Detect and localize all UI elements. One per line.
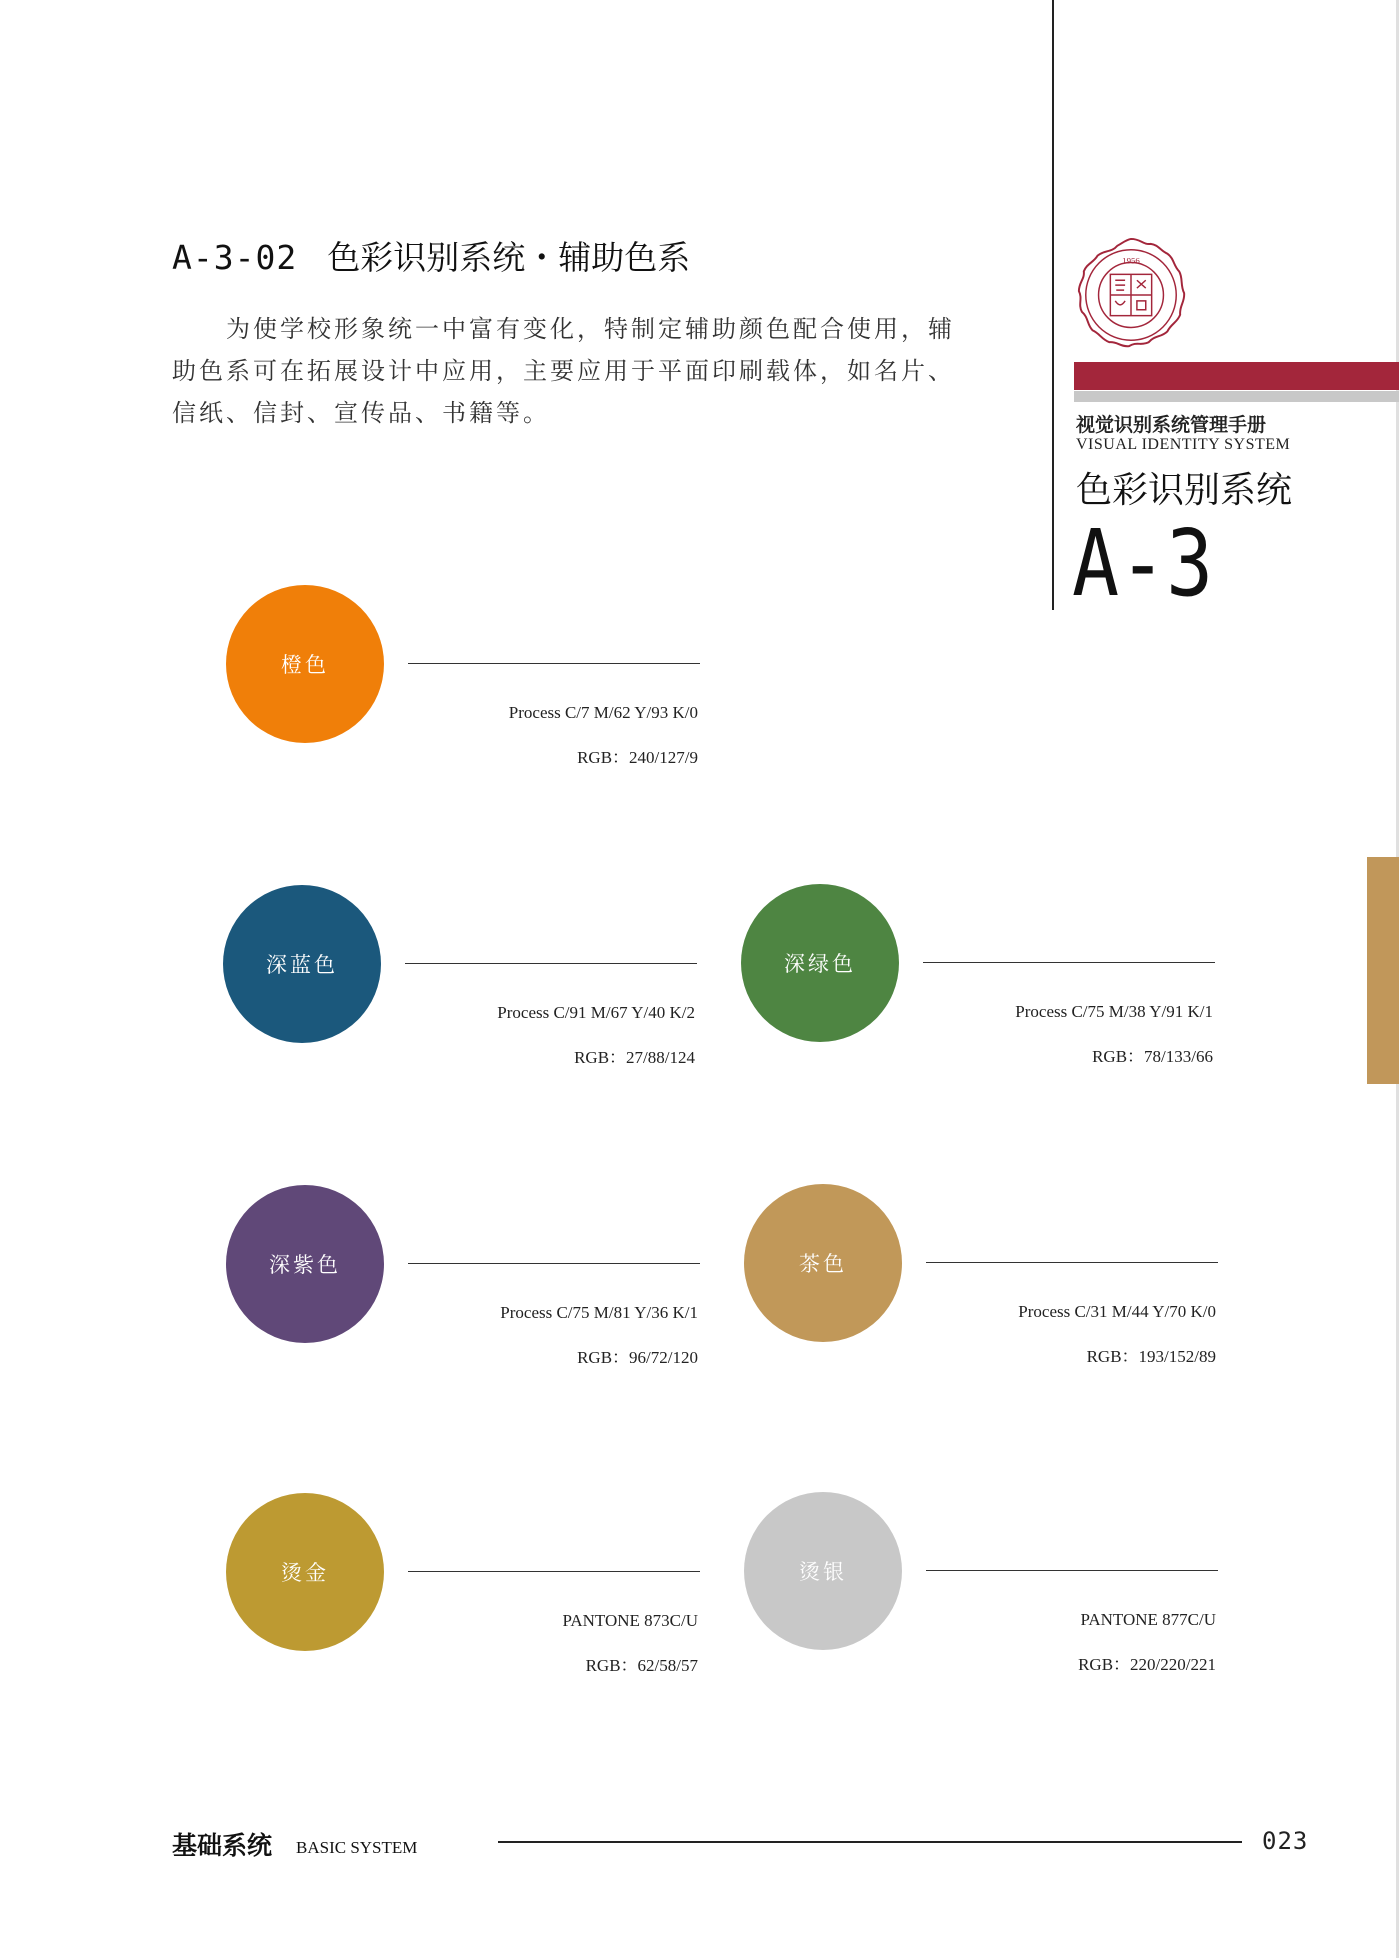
swatch-orange [226, 585, 698, 785]
leader-line [926, 1262, 1218, 1263]
side-tab-marker [1367, 857, 1399, 1084]
cmyk-value: Process C/7 M/62 Y/93 K/0 [508, 703, 698, 722]
color-name: 深紫色 [269, 1253, 341, 1277]
color-circle [741, 884, 899, 1042]
leader-line [408, 1571, 700, 1572]
swatch-hot-silver [744, 1492, 1216, 1692]
color-name: 深绿色 [784, 952, 856, 976]
intro-paragraph: 为使学校形象统一中富有变化，特制定辅助颜色配合使用，辅助色系可在拓展设计中应用，主要应用于平面印刷载体，如名片、信纸、信封、宣传品、书籍等。 [172, 315, 955, 427]
color-circle [226, 1185, 384, 1343]
manual-title-en: VISUAL IDENTITY SYSTEM [1076, 436, 1291, 453]
swatch-dark-blue [223, 885, 695, 1085]
university-seal-logo [1072, 236, 1190, 354]
leader-line [408, 663, 700, 664]
footer-section-en: BASIC SYSTEM [296, 1838, 418, 1857]
swatch-tea [744, 1184, 1216, 1384]
cmyk-value: Process C/91 M/67 Y/40 K/2 [497, 1003, 695, 1022]
page-number: 023 [1262, 1827, 1309, 1855]
leader-line [405, 963, 697, 964]
rgb-value: RGB：220/220/221 [1078, 1655, 1216, 1674]
rgb-value: RGB：193/152/89 [1086, 1347, 1216, 1366]
color-circle [226, 1493, 384, 1651]
color-circle [744, 1492, 902, 1650]
leader-line [926, 1570, 1218, 1571]
pantone-value: PANTONE 877C/U [1080, 1610, 1216, 1629]
color-name: 深蓝色 [266, 953, 338, 977]
cmyk-value: Process C/31 M/44 Y/70 K/0 [1018, 1302, 1216, 1321]
page-title [172, 232, 690, 279]
svg-text:1956: 1956 [1122, 255, 1140, 266]
rgb-value: RGB：240/127/9 [577, 748, 698, 767]
pantone-value: PANTONE 873C/U [562, 1611, 698, 1630]
rgb-value: RGB：27/88/124 [574, 1048, 695, 1067]
section-code: A-3 [1072, 510, 1214, 617]
rgb-value: RGB：78/133/66 [1092, 1047, 1213, 1066]
color-name: 烫金 [281, 1561, 329, 1585]
cmyk-value: Process C/75 M/81 Y/36 K/1 [500, 1303, 698, 1322]
swatch-dark-purple [226, 1185, 698, 1385]
page-heading: 色彩识别系统・辅助色系 [327, 238, 691, 277]
footer-rule [498, 1841, 1242, 1843]
swatch-hot-gold [226, 1493, 698, 1693]
rgb-value: RGB：62/58/57 [585, 1656, 698, 1675]
red-header-bar [1074, 362, 1399, 390]
color-name: 烫银 [799, 1560, 847, 1584]
rgb-value: RGB：96/72/120 [577, 1348, 698, 1367]
cmyk-value: Process C/75 M/38 Y/91 K/1 [1015, 1002, 1213, 1021]
color-name: 橙色 [281, 653, 329, 677]
footer-section-cn: 基础系统 [172, 1831, 273, 1860]
manual-title-cn: 视觉识别系统管理手册 [1076, 414, 1267, 436]
color-name: 茶色 [799, 1252, 847, 1276]
color-circle [744, 1184, 902, 1342]
leader-line [923, 962, 1215, 963]
section-title-cn: 色彩识别系统 [1076, 470, 1293, 511]
color-circle [226, 585, 384, 743]
swatch-dark-green [741, 884, 1213, 1084]
color-circle [223, 885, 381, 1043]
vertical-divider [1052, 0, 1054, 610]
leader-line [408, 1263, 700, 1264]
page-code: A-3-02 [172, 238, 298, 277]
grey-header-bar [1074, 391, 1399, 402]
